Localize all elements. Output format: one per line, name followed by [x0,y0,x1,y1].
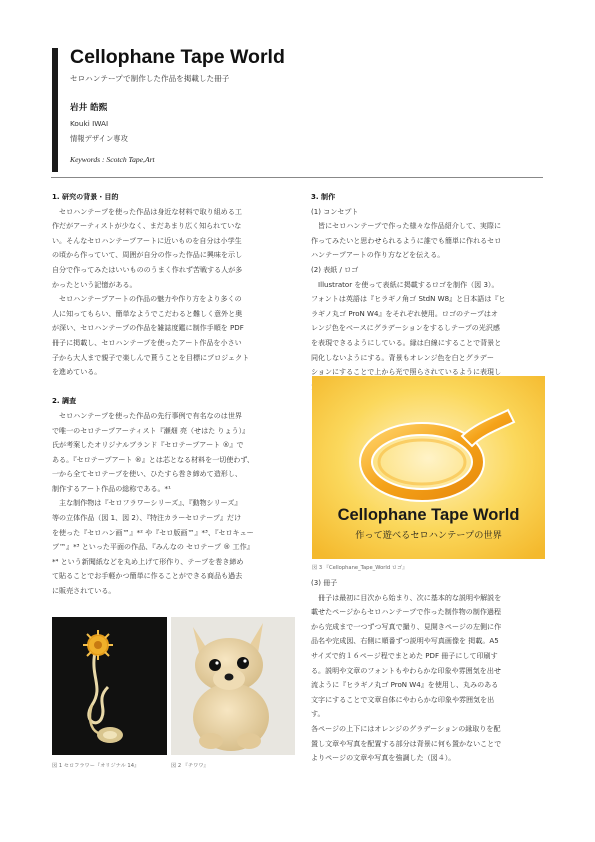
figure-3-caption: 図 3 『Cellophane_Tape_World ロゴ』 [312,565,408,571]
body-line: 制作するアート作品の総称である。*¹ [52,483,171,493]
body-line: 冊子は最初に目次から始まり、次に基本的な説明や解説を [311,592,502,602]
body-line: 同化しないようにする。背景もオレンジ色を白とグラデー [311,352,494,362]
body-line: い。そんなセロハンテープアートに近いものを自分は小学生 [52,235,242,245]
figure-1-caption: 図 1 セロフラワー『オリジナル 14』 [52,763,140,769]
body-line: ブ™』*³ といった平面の作品、『みんなの セロテープ ® 工作』 [52,542,254,552]
body-line: 等の立体作品（図 1、図 2）、『特注カラーセロテープ』だけ [52,513,242,523]
subsection-heading-concept: (1) コンセプト [311,206,359,216]
body-line: *⁴ という新聞紙などを丸め上げて形作り、テープを巻き締め [52,556,244,566]
left-column [52,190,296,599]
body-line: サイズで約１６ページ程でまとめた PDF 冊子にして印刷す [311,650,498,660]
figure-2-chihuahua-photo [171,617,295,755]
body-line: 作ってみたいと思わせられるように誰でも簡単に作れるセロ [311,235,502,245]
author-department: 情報デザイン専攻 [70,134,128,143]
body-line: 文字にすることで文章自体にやわらかな印象や雰囲気を出 [311,694,495,704]
author-name-japanese: 岩井 皓熙 [70,103,108,113]
body-line: を表現できるようにしている。縁は白線にすることで背景と [311,337,502,347]
right-column-bottom [311,576,547,766]
section-heading-production: 3. 制作 [311,192,336,201]
body-line: を進めている。 [52,367,102,377]
body-line: セロハンテープアートの作品の魅力や作り方をより多くの [52,294,242,304]
body-line: に販売されている。 [52,586,116,596]
body-line: 載せたページからセロハンテープで作った制作物の制作過程 [311,607,501,617]
keywords: Keywords : Scotch Tape,Art [70,155,155,164]
body-line: 流ように『ヒラギノ丸ゴ ProN W4』を使用し、丸みのある [311,680,499,690]
body-line: ションにすることで上から光で照らされているように表現し [311,367,502,377]
subsection-heading-booklet: (3) 冊子 [311,578,338,587]
body-line: ある。『セロテープアート ®』とは芯となる材料を一切使わず、 [52,454,254,464]
body-line: 品名や完成図、右側に順番ずつ説明や写真画像を 掲載。A5 [311,636,499,646]
figure-1-flower-photo [52,617,167,755]
logo-subtitle: 作って遊べるセロハンテープの世界 [355,530,502,541]
paper-title: Cellophane Tape World [70,46,285,68]
body-line: を使った『セロハン画™』*² や『セロ版画™』*³、『セロキュー [52,527,254,537]
body-line: 人に知ってもらい、簡単なようでこだわると難しく意外と奥 [52,308,243,318]
body-line: かったという記憶がある。 [52,279,137,289]
body-line: ハンテープアートの作り方などを伝える。 [311,250,445,260]
body-line: が深い、セロハンテープの作品を雑誌度鑑に制作手順を PDF [52,323,244,333]
body-line: Illustrator を使って表紙に掲載するロゴを制作（図 3）。 [311,279,499,289]
paper-subtitle: セロハンテープで制作した作品を掲載した冊子 [70,74,230,83]
section-heading-survey: 2. 調査 [52,396,77,406]
body-line: 冊子に掲載し、セロハンテープを使ったアート作品を小さい [52,337,242,347]
body-line: ラギノ丸ゴ ProN W4』をそれぞれ使用。ロゴのテープはオ [311,308,498,318]
body-line: 皆にセロハンテープで作った様々な作品紹介して、実際に [311,221,501,231]
body-line: て貼ることでお手軽かつ簡単に作ることができる商品も過去 [52,571,243,581]
body-line: レンジ色をベースにグラデーションをするしテープの光沢感 [311,323,500,333]
header-divider [51,177,543,178]
body-line: で唯一のセロテープアーティスト『瀬畑 亮（せはた りょう）』 [52,425,250,435]
figure-3-logo [312,376,545,559]
body-line: 置し文章や写真を配置する部分は背景に何も置かないことで [311,738,502,748]
body-line: す。 [311,709,325,719]
header-accent-bar [52,48,58,172]
body-line: 自分で作ってみたはいいもののうまく作れず苦戦する人が多 [52,264,243,274]
right-column-top [311,190,547,394]
body-line: フォントは英語は『ヒラギノ角ゴ StdN W8』と日本語は『ヒ [311,294,506,304]
body-line: る。説明や文章のフォントもやわらかな印象や雰囲気を出せ [311,665,501,675]
body-line: セロハンテープを使った作品は身近な材料で取り組める工 [52,206,242,216]
body-line: よりページの文章や写真を強調した（図４）。 [311,753,456,763]
body-line: 主な制作物は『セロフラワーシリーズ』、『動物シリーズ』 [52,498,242,508]
section-heading-background: 1. 研究の背景・目的 [52,192,119,201]
author-name-english: Kouki IWAI [70,119,109,128]
body-line: セロハンテープを使った作品の先行事例で有名なのは世界 [52,410,242,420]
body-line: 氏が考案したオリジナルブランド『セロテープアート ®』で [52,440,244,450]
body-line: 各ページの上下にはオレンジのグラデーションの縁取りを配 [311,723,501,733]
body-line: 一から全てセロテープを使い、ひたすら巻き締めて造形し、 [52,469,242,479]
subsection-heading-cover-logo: (2) 表紙 / ロゴ [311,264,359,274]
body-line: から完成まで一つずつ写真で撮り、見開きページの左側に作 [311,621,502,631]
figure-2-caption: 図 2 『チワワ』 [171,763,209,769]
body-line: 作だがアーティストが少なく、まだあまり広く知られていな [52,221,242,231]
logo-title: Cellophane Tape World [337,506,520,524]
body-line: の頃から作っていて、周囲が自分の作った作品に興味を示し [52,250,243,260]
body-line: 子から大人まで親子で楽しんで貰うことを目標にプロジェクト [52,352,250,362]
